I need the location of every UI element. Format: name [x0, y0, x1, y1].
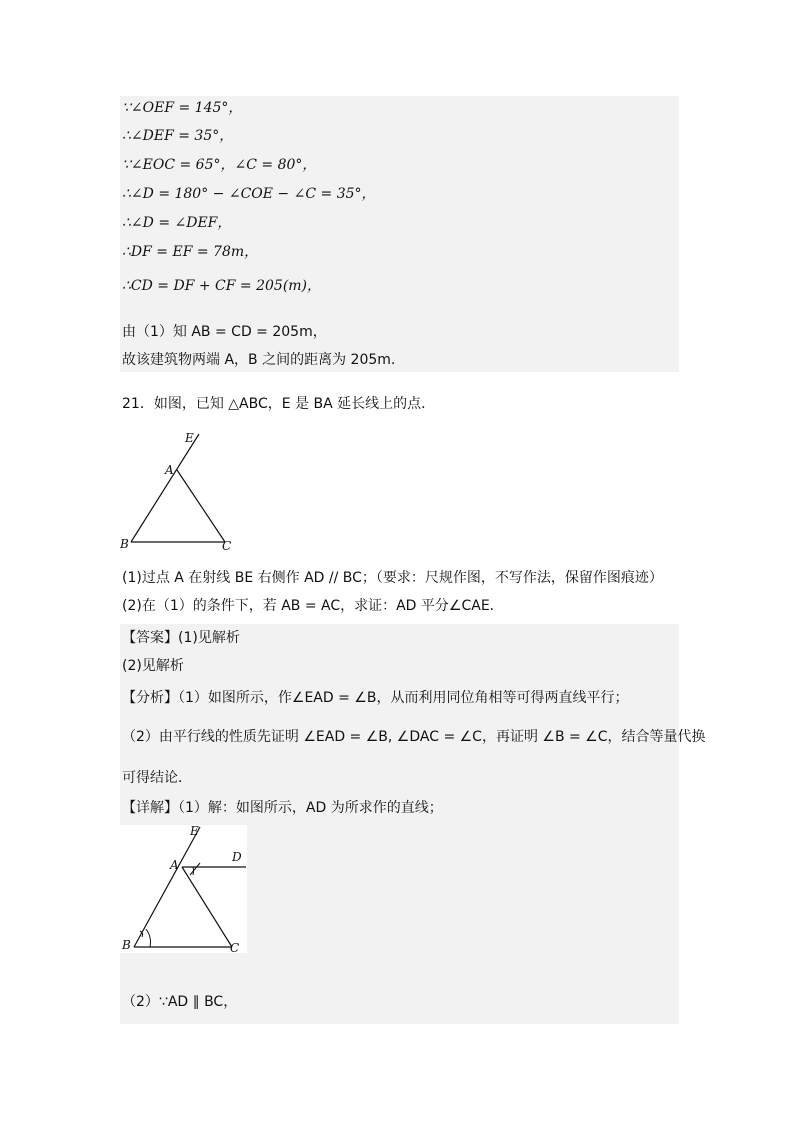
question-part-2: (2)在（1）的条件下，若 AB = AC，求证：AD 平分∠CAE． — [122, 598, 504, 614]
solution-line-4: ∴∠D = 180° − ∠COE − ∠C = 35°， — [122, 186, 376, 202]
label-C: C — [230, 941, 240, 953]
label-A: A — [170, 858, 179, 872]
detail-line-1: 【详解】（1）解：如图所示，AD 为所求作的直线； — [122, 800, 443, 816]
answer-line-2: (2)见解析 — [122, 658, 184, 674]
solution-line-1: ∵∠OEF = 145°， — [122, 100, 243, 116]
solution-line-8: 由（1）知 AB = CD = 205m， — [122, 324, 327, 340]
answer-line-1: 【答案】(1)见解析 — [122, 630, 240, 646]
label-C: C — [222, 539, 232, 553]
label-E: E — [190, 825, 199, 838]
answer-block-shade — [120, 624, 679, 1024]
solution-line-6: ∴DF = EF = 78m， — [122, 244, 259, 260]
question-part-1: (1)过点 A 在射线 BE 右侧作 AD // BC；（要求：尺规作图，不写作法，保留作图痕迹） — [122, 570, 663, 586]
label-B: B — [122, 938, 131, 952]
analysis-line-1: 【分析】（1）如图所示，作∠EAD = ∠B，从而利用同位角相等可得两直线平行； — [122, 690, 629, 706]
analysis-line-2: （2）由平行线的性质先证明 ∠EAD = ∠B, ∠DAC = ∠C，再证明 ∠B = ∠C，结合等量代换 — [122, 729, 706, 745]
solution-line-5: ∴∠D = ∠DEF， — [122, 215, 232, 231]
analysis-line-3: 可得结论． — [122, 770, 192, 786]
label-D: D — [232, 850, 242, 864]
solution-line-2: ∴∠DEF = 35°， — [122, 128, 234, 144]
solution-line-9: 故该建筑物两端 A，B 之间的距离为 205m. — [122, 352, 396, 368]
detail-line-2: （2）∵AD ∥ BC， — [122, 994, 238, 1010]
construction-figure — [120, 825, 247, 953]
label-B: B — [120, 537, 129, 551]
solution-line-7: ∴CD = DF + CF = 205(m)， — [122, 278, 322, 294]
label-A: A — [165, 463, 174, 477]
question-stem: 21．如图，已知 △ABC，E 是 BA 延长线上的点． — [122, 396, 436, 412]
solution-line-3: ∵∠EOC = 65°，∠C = 80°， — [122, 157, 317, 173]
triangle-figure — [115, 430, 245, 555]
label-E: E — [185, 431, 194, 445]
